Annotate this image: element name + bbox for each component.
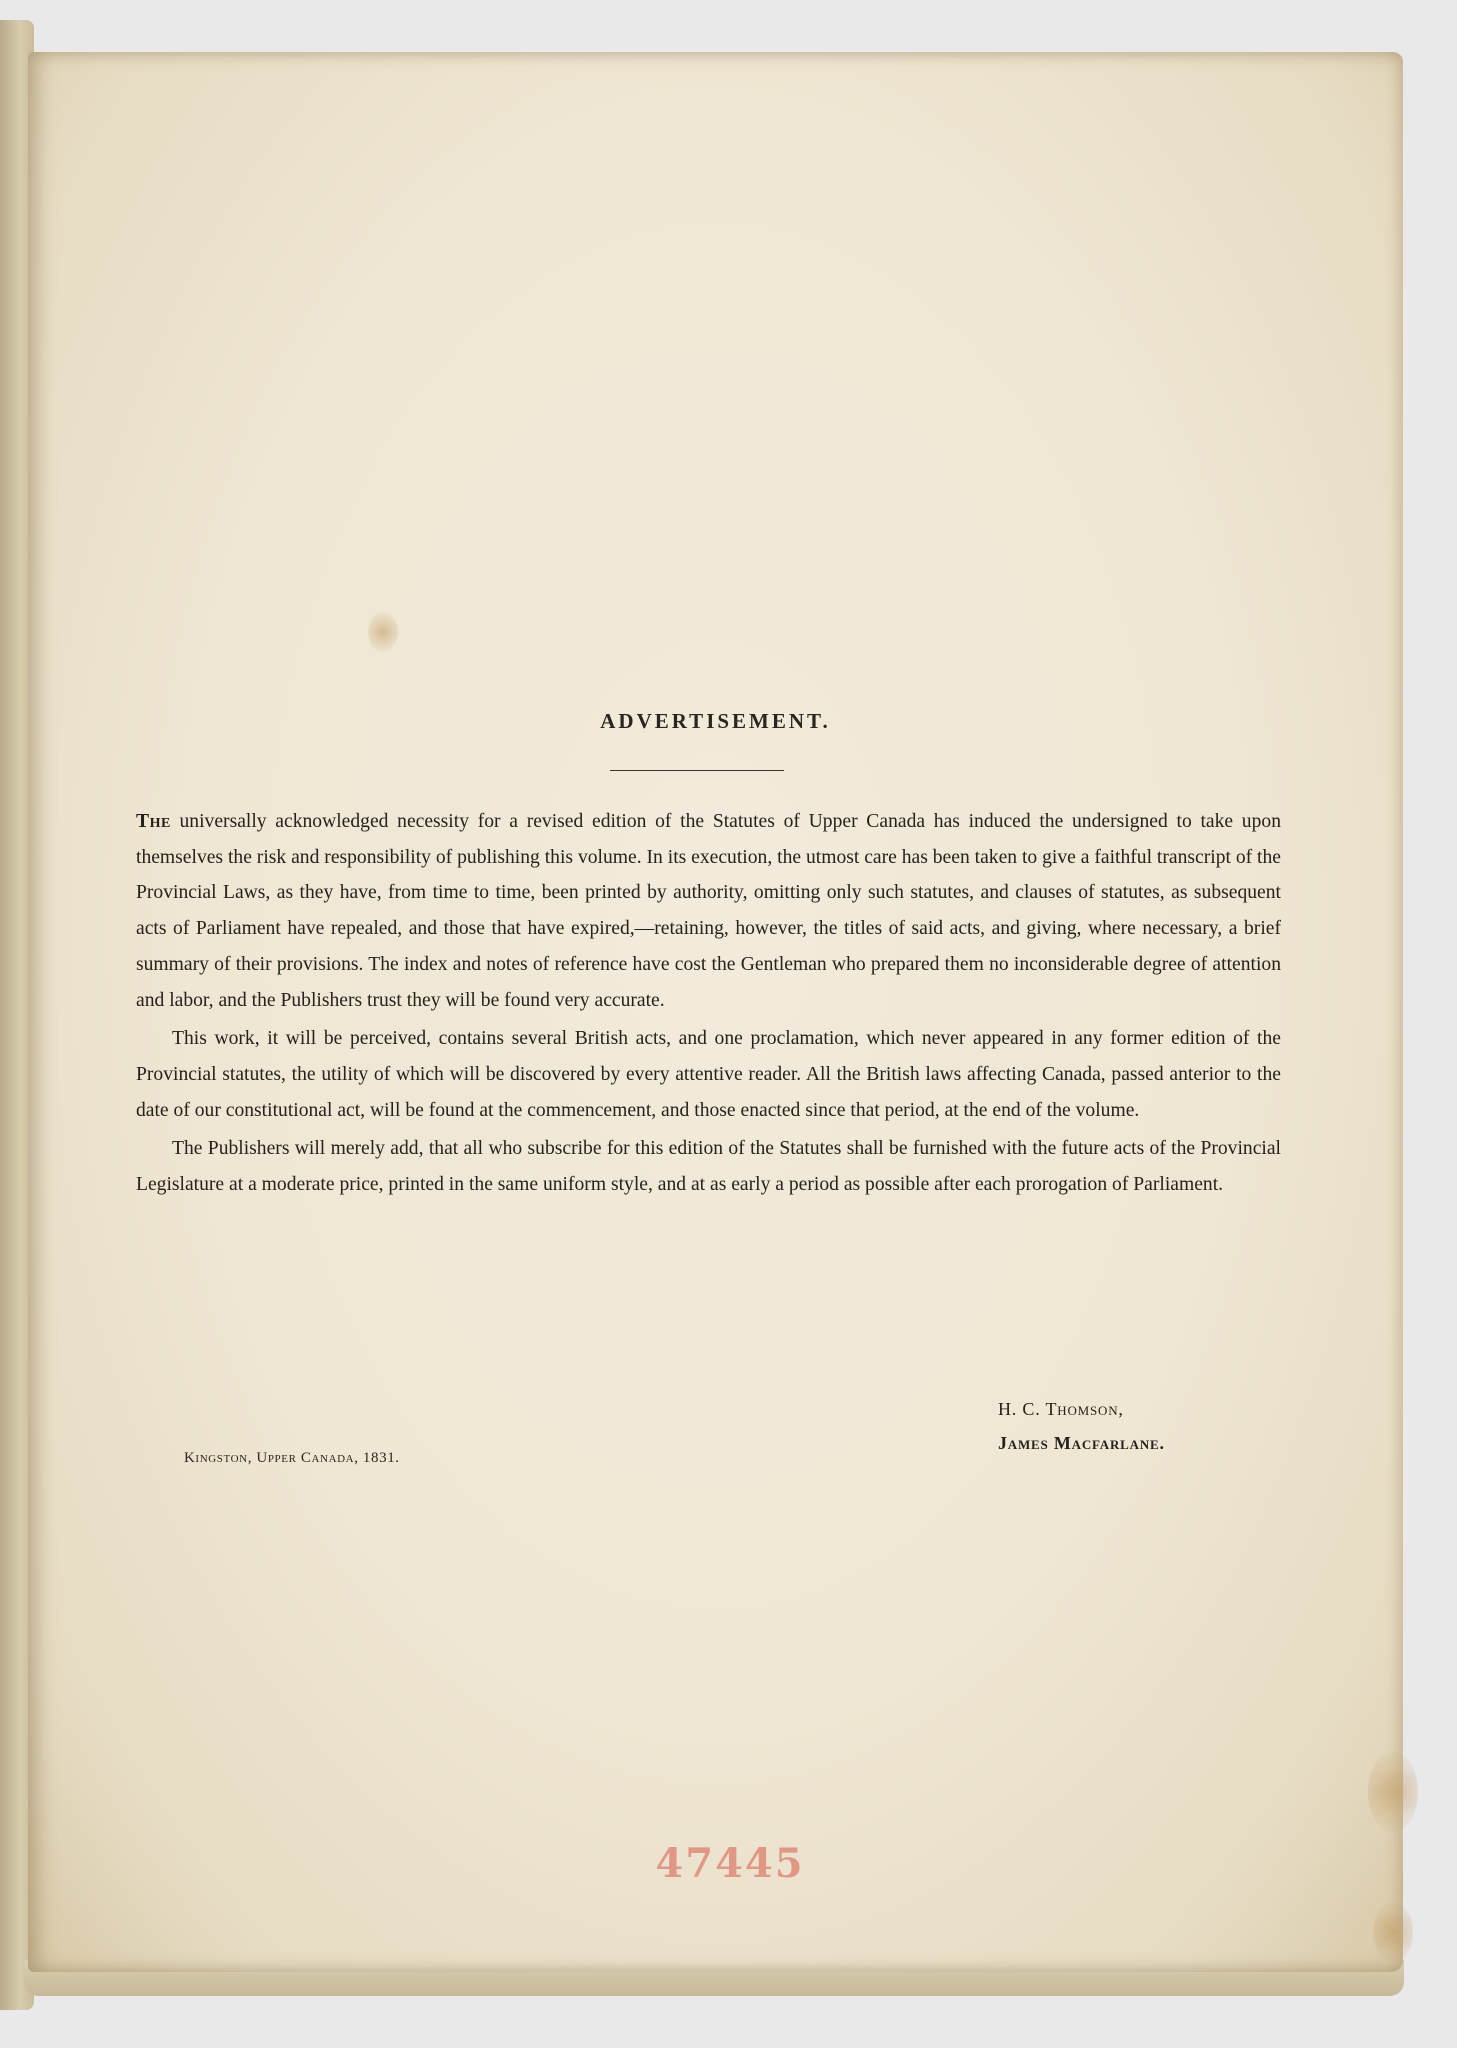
paragraph-2: This work, it will be perceived, contains several British acts, and one proclamation, which never appeared in any former edition of the Provincial statutes, the utility of which will be discovered by every attentive reader. All the British laws affecting Canada, passed anterior to the date of our constitutional act, will be found at the commencement, and those enacted since that period, at the end of the volume. [136,1028,1281,1121]
signatories [998,1392,1165,1460]
paragraph-1 [136,804,1281,1018]
paragraph-1-text: universally acknowledged necessity for a revised edition of the Statutes of Upper Canada has induced the undersigned to take upon themselves the risk and responsibility of publishing this volume. In its execution, the utmost care has been taken to give a faithful transcript of the Provincial Laws, as they have, from time to time, been printed by authority, omitting only such statutes, and clauses of statutes, as subsequent acts of Parliament have repealed, and those that have expired,—retaining, however, the titles of said acts, and giving, where necessary, a brief summary of their provisions. The index and notes of reference have cost the Gentleman who prepared them no inconsiderable degree of attention and labor, and the Publishers trust they will be found very accurate. [136,811,1281,1011]
library-stamp-number: 47445 [655,1840,805,1887]
foxing-stain [1368,1752,1418,1832]
title-rule [610,770,784,771]
foxing-stain [1373,1902,1413,1962]
paragraph-3: The Publishers will merely add, that all who subscribe for this edition of the Statutes shall be furnished with the future acts of the Provincial Legislature at a moderate price, printed in the same uniform style, and at as early a period as possible after each prorogation of Parliament. [136,1138,1281,1196]
place-date: Kingston, Upper Canada, 1831. [184,1450,400,1466]
document-page [28,52,1403,1972]
signatory-macfarlane: James Macfarlane. [998,1433,1165,1453]
foxing-stain [368,612,398,652]
signatory-thomson: H. C. Thomson, [998,1399,1124,1419]
advertisement-body [136,804,1281,1206]
paragraph-1-lead: The [136,811,171,832]
page-title: ADVERTISEMENT. [600,709,831,733]
